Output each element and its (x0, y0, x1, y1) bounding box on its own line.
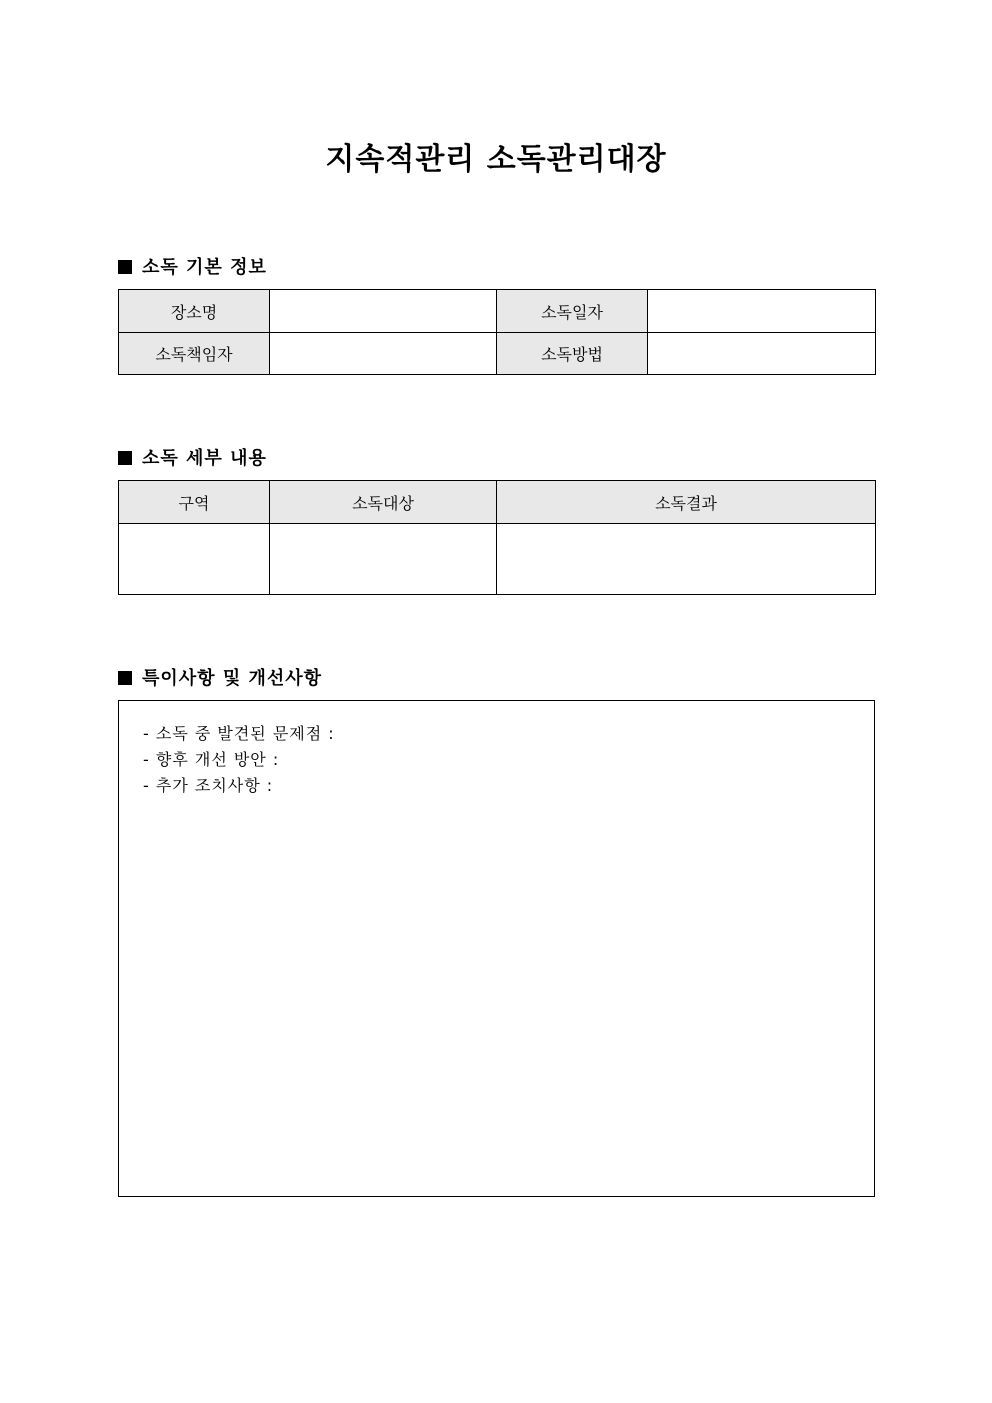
table-header-row (119, 481, 876, 524)
section-heading-text: 특이사항 및 개선사항 (142, 668, 323, 689)
square-bullet-icon (118, 671, 132, 685)
basic-info-table (118, 289, 876, 375)
list-item: - 추가 조치사항 : (143, 776, 274, 795)
label-place-name: 장소명 (119, 290, 270, 333)
target-field[interactable] (270, 524, 497, 595)
result-field[interactable] (497, 524, 876, 595)
zone-field[interactable] (119, 524, 270, 595)
label-disinfection-date: 소독일자 (497, 290, 648, 333)
section-heading-remarks (118, 664, 322, 690)
disinfection-date-field[interactable] (648, 290, 876, 333)
header-result: 소독결과 (497, 481, 876, 524)
remarks-list (143, 721, 335, 799)
square-bullet-icon (118, 451, 132, 465)
table-row (119, 524, 876, 595)
label-disinfection-method: 소독방법 (497, 333, 648, 375)
responsible-person-field[interactable] (270, 333, 497, 375)
place-name-field[interactable] (270, 290, 497, 333)
disinfection-method-field[interactable] (648, 333, 876, 375)
section-heading-basic-info (118, 253, 267, 279)
details-table (118, 480, 876, 595)
remarks-box[interactable] (118, 700, 875, 1197)
header-target: 소독대상 (270, 481, 497, 524)
header-zone: 구역 (119, 481, 270, 524)
list-item: - 소독 중 발견된 문제점 : (143, 724, 335, 743)
section-heading-text: 소독 기본 정보 (142, 257, 267, 278)
table-row (119, 290, 876, 333)
page-title: 지속적관리 소독관리대장 (325, 142, 667, 177)
list-item: - 향후 개선 방안 : (143, 750, 280, 769)
label-responsible-person: 소독책임자 (119, 333, 270, 375)
section-heading-text: 소독 세부 내용 (142, 448, 267, 469)
square-bullet-icon (118, 260, 132, 274)
table-row (119, 333, 876, 375)
section-heading-details (118, 444, 267, 470)
